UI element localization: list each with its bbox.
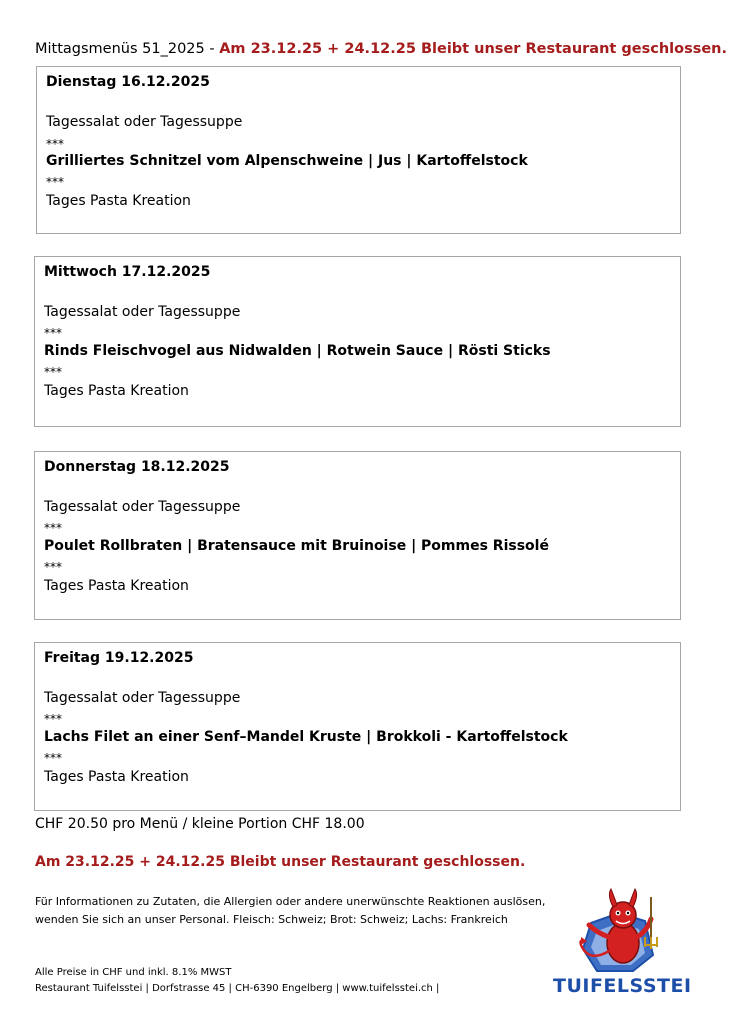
day-title: Donnerstag 18.12.2025 [44, 459, 230, 475]
day-title: Dienstag 16.12.2025 [46, 74, 210, 90]
day-title: Mittwoch 17.12.2025 [44, 264, 211, 280]
pasta: Tages Pasta Kreation [44, 578, 189, 594]
title-prefix: Mittagsmenüs 51_2025 - [35, 41, 220, 57]
footer-vat-note: Alle Preise in CHF und inkl. 8.1% MWST [35, 967, 232, 978]
separator: *** [44, 521, 62, 535]
allergen-info [35, 893, 555, 929]
day-box-dienstag [36, 66, 681, 234]
logo-text: TUIFELSSTEI [553, 975, 692, 997]
separator: *** [44, 560, 62, 574]
separator: *** [44, 712, 62, 726]
footer-address: Restaurant Tuifelsstei | Dorfstrasse 45 | CH-6390 Engelberg | www.tuifelsstei.ch | [35, 983, 440, 994]
starter: Tagessalat oder Tagessuppe [44, 304, 241, 320]
pasta: Tages Pasta Kreation [46, 193, 191, 209]
tuifelsstei-logo [553, 885, 692, 1003]
separator: *** [44, 751, 62, 765]
pasta: Tages Pasta Kreation [44, 383, 189, 399]
price-line: CHF 20.50 pro Menü / kleine Portion CHF 18.00 [35, 816, 365, 832]
closure-notice: Am 23.12.25 + 24.12.25 Bleibt unser Restaurant geschlossen. [35, 854, 526, 870]
day-title: Freitag 19.12.2025 [44, 650, 194, 666]
allergen-info-line1: Für Informationen zu Zutaten, die Allergien oder andere unerwünschte Reaktionen auslösen, [35, 895, 546, 908]
separator: *** [46, 137, 64, 151]
separator: *** [44, 326, 62, 340]
separator: *** [44, 365, 62, 379]
page-title [35, 41, 727, 57]
allergen-info-line2: wenden Sie sich an unser Personal. Fleisch: Schweiz; Brot: Schweiz; Lachs: Frankreich [35, 913, 508, 926]
day-box-freitag [34, 642, 681, 811]
starter: Tagessalat oder Tagessuppe [44, 499, 241, 515]
closure-notice-header: Am 23.12.25 + 24.12.25 Bleibt unser Restaurant geschlossen. [219, 41, 728, 57]
main-dish: Poulet Rollbraten | Bratensauce mit Bruinoise | Pommes Rissolé [44, 538, 549, 554]
footer [35, 965, 439, 997]
main-dish: Grilliertes Schnitzel vom Alpenschweine | Jus | Kartoffelstock [46, 153, 528, 169]
starter: Tagessalat oder Tagessuppe [44, 690, 241, 706]
starter: Tagessalat oder Tagessuppe [46, 114, 243, 130]
day-box-mittwoch [34, 256, 681, 427]
main-dish: Lachs Filet an einer Senf–Mandel Kruste | Brokkoli - Kartoffelstock [44, 729, 568, 745]
day-box-donnerstag [34, 451, 681, 620]
pasta: Tages Pasta Kreation [44, 769, 189, 785]
separator: *** [46, 175, 64, 189]
main-dish: Rinds Fleischvogel aus Nidwalden | Rotwein Sauce | Rösti Sticks [44, 343, 551, 359]
